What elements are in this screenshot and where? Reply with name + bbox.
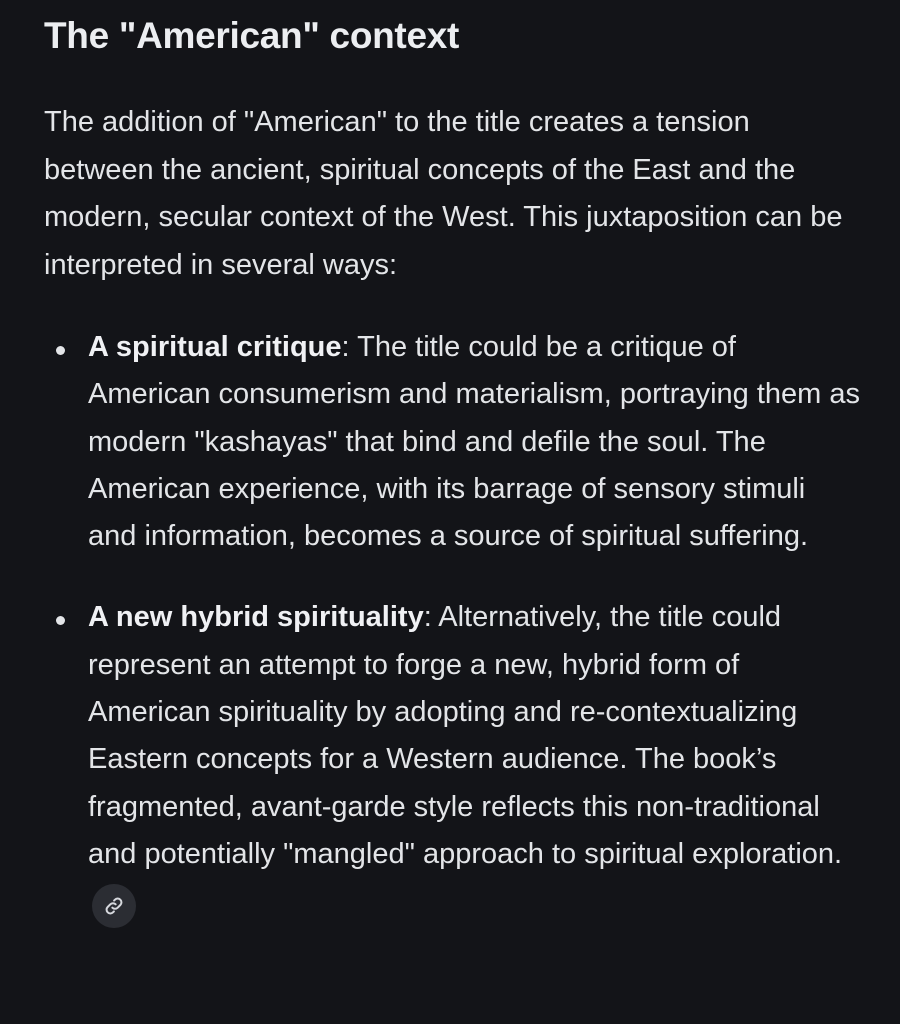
intro-paragraph: The addition of "American" to the title creates a tension between the ancient, spiritual concepts of the East and the modern, secular context of the West. This juxtaposition can be interpreted in several ways: bbox=[44, 106, 843, 281]
bullet-list bbox=[0, 324, 900, 928]
bullet-dot bbox=[56, 346, 65, 355]
source-link-button[interactable] bbox=[92, 884, 136, 928]
item-text: Alternatively, the title could represent an attempt to forge a new, hybrid form of American spirituality by adopting and re-contextualizing Eastern concepts for a Western audience. The book’s fragmented, avant-garde style reflects this non-traditional and potentially "mangled" approach to spiritual exploration. bbox=[88, 601, 843, 870]
item-term: A spiritual critique bbox=[88, 331, 342, 363]
item-separator: : bbox=[341, 331, 350, 363]
bullet-dot bbox=[56, 616, 65, 625]
item-separator: : bbox=[423, 601, 432, 634]
item-term: A new hybrid spirituality bbox=[88, 601, 424, 634]
item-text: The title could be a critique of American consumerism and materialism, portraying them as modern "kashayas" that bind and defile the soul. The American experience, with its barrage of sensory stimuli and information, becomes a source of spiritual suffering. bbox=[88, 331, 860, 553]
list-item bbox=[0, 324, 900, 560]
link-icon bbox=[104, 896, 124, 916]
list-item bbox=[0, 594, 900, 928]
section-heading: The "American" context bbox=[44, 15, 460, 56]
